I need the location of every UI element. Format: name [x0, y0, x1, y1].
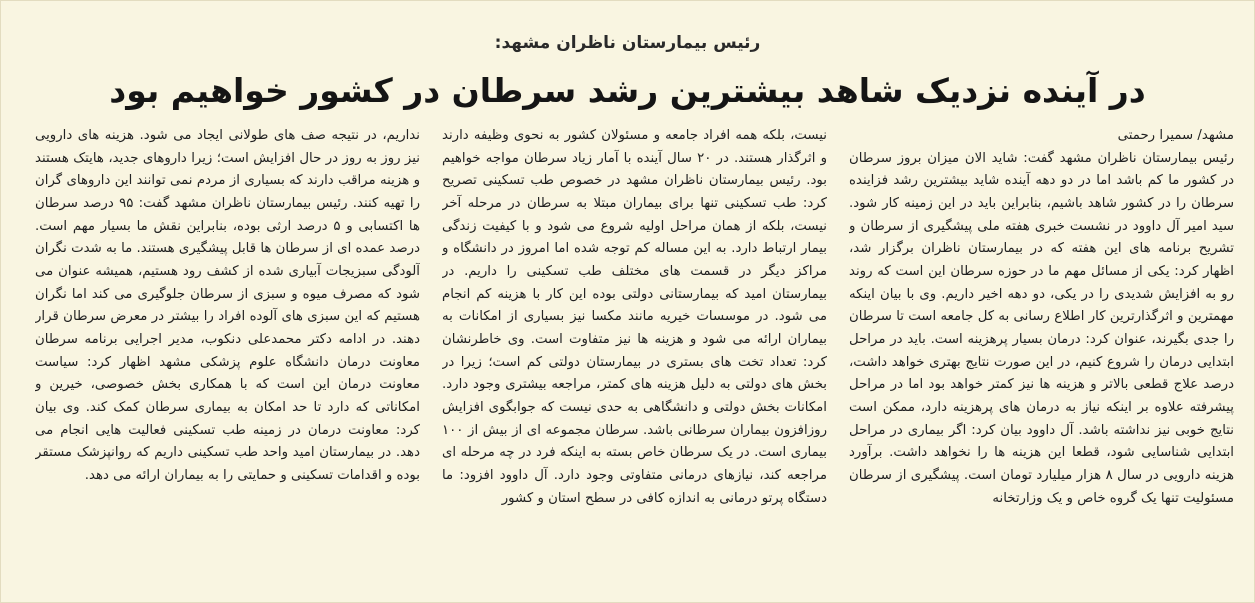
article-byline: مشهد/ سمیرا رحمتی	[1117, 128, 1234, 143]
article-kicker: رئیس بیمارستان ناظران مشهد:	[494, 33, 761, 53]
article-columns	[35, 125, 1234, 580]
article-column-2-text: نیست، بلکه همه افراد جامعه و مسئولان کشور به نحوی وظیفه دارند و اثرگذار هستند. در ۲۰ سال آینده با آمار زیاد سرطان مواجه خواهیم بود. رئیس بیمارستان ناظران مشهد در خصوص طب تسکینی تصریح کرد: طب تسکینی تنها برای بیماران مبتلا به سرطان در مرحله آخر نیست، بلکه از همان مراحل اولیه شروع می شود و با کیفیت زندگی بیمار ارتباط دارد. به این مساله کم توجه شده اما امروز در دانشگاه و مراکز دیگر در قسمت های مختلف طب تسکینی را داریم. در بیمارستان امید که بیمارستانی دولتی بوده این کار با هزینه کم انجام می شود. در موسسات خیریه مانند مکسا نیز بسیاری از امکانات به بیماران ارائه می شود و هزینه ها نیز متفاوت است. وی خاطرنشان کرد: تعداد تخت های بستری در بیمارستان دولتی کم است؛ زیرا در بخش های دولتی به دلیل هزینه های کمتر، مراجعه بیشتری وجود دارد. امکانات بخش دولتی و دانشگاهی به حدی نیست که جوابگوی افزایش روزافزون بیماران سرطانی باشد. سرطان مجموعه ای از بیش از ۱۰۰ بیماری است. در یک سرطان خاص بسته به اینکه فرد در چه مرحله ای مراجعه کند، نیازهای درمانی متفاوتی وجود دارد. آل داوود افزود: ما دستگاه پرتو درمانی به اندازه کافی در سطح استان و کشور	[442, 128, 827, 506]
article-column-middle	[442, 125, 827, 580]
article-column-right	[849, 125, 1234, 580]
article-column-3-text: نداریم، در نتیجه صف های طولانی ایجاد می شود. هزینه های دارویی نیز روز به روز در حال افزایش است؛ زیرا داروهای جدید، هایتک هستند و هزینه مراقب دارند که بسیاری از مردم نمی توانند این داروهای گران را تهیه کنند. رئیس بیمارستان ناظران مشهد گفت: ۹۵ درصد سرطان ها اکتسابی و ۵ درصد ارثی بوده، بنابراین نقش ما بسیار مهم است. درصد عمده ای از سرطان ها قابل پیشگیری هستند. ما به شدت نگران آلودگی سبزیجات آبیاری شده از کشف رود هستیم، همیشه عنوان می شود که مصرف میوه و سبزی از سرطان جلوگیری می کند اما نگران هستیم که این سبزی های آلوده افراد را بیشتر در معرض سرطان قرار دهند. در ادامه دکتر محمدعلی دنکوب، مدیر اجرایی برنامه سرطان معاونت درمان دانشگاه علوم پزشکی مشهد اظهار کرد: سیاست معاونت درمان این است که با همکاری بخش خصوصی، خیرین و امکاناتی که دارد تا حد امکان به بیماری سرطان کمک کند. وی بیان کرد: معاونت درمان در زمینه طب تسکینی فعالیت هایی انجام می دهد. در بیمارستان امید واحد طب تسکینی داریم که روانپزشک مستقر بوده و اقدامات تسکینی و حمایتی را به بیماران ارائه می دهد.	[35, 128, 420, 483]
article-column-left	[35, 125, 420, 580]
article-column-1-text: رئیس بیمارستان ناظران مشهد گفت: شاید الان میزان بروز سرطان در کشور ما کم باشد اما در دو دهه آینده شاید بیشترین رشد فزاینده سرطان را در کشور شاهد باشیم، بنابراین باید در این زمینه کار شود. سید امیر آل داوود در نشست خبری هفته ملی پیشگیری از سرطان و تشریح برنامه های این هفته که در بیمارستان ناظران برگزار شد، اظهار کرد: یکی از مسائل مهم ما در حوزه سرطان این است که روند رو به افزایش شدیدی را در یکی، دو دهه اخیر داریم. وی با بیان اینکه مهمترین و اثرگذارترین کار اطلاع رسانی به کل جامعه است تا سرطان را جدی بگیرند، عنوان کرد: درمان بسیار پرهزینه است. باید در مراحل ابتدایی درمان را شروع کنیم، در این صورت نتایج بهتری خواهد داشت، درصد علاج قطعی بالاتر و هزینه ها نیز کمتر خواهد بود اما در مراحل پیشرفته علاوه بر اینکه نیاز به درمان های پرهزینه دارد، ممکن است نتایج خوبی نیز نداشته باشد. آل داوود بیان کرد: اگر بیماری در مراحل ابتدایی شناسایی شود، قطعا این هزینه ها را نخواهد داشت. برآورد هزینه دارویی در سال ۸ هزار میلیارد تومان است. پیشگیری از سرطان مسئولیت تنها یک گروه خاص و یک وزارتخانه	[849, 150, 1234, 506]
article-headline: در آینده نزدیک شاهد بیشترین رشد سرطان در کشور خواهیم بود	[109, 71, 1146, 110]
